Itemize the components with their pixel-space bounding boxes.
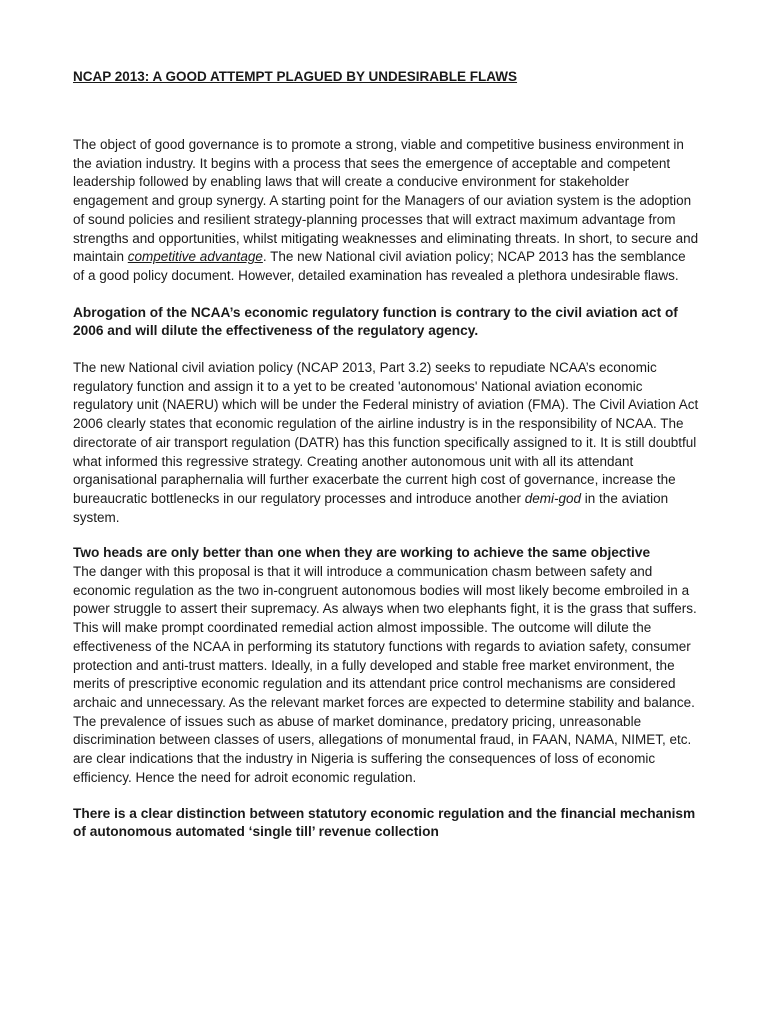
intro-paragraph [73,136,699,286]
section-1-emphasis: demi-god [524,490,582,506]
intro-emphasis: competitive advantage [127,249,263,265]
section-1-text-part2: in the aviation system. [73,490,669,525]
section-1-heading: Abrogation of the NCAA’s economic regulatory function is contrary to the civil aviation act of 2006 and will dilute the effectiveness of the regulatory agency. [73,304,678,339]
document-body [73,68,699,842]
section-3-heading: There is a clear distinction between statutory economic regulation and the financial mechanism of autonomous automated ‘single till’ revenue collection [73,805,696,840]
intro-text-part1: The object of good governance is to promote a strong, viable and competitive business environment in the aviation industry. It begins with a process that sees the emergence of acceptable and competent leadership followed by enabling laws that will create a conducive environment for stakeholder engagement and group synergy. A starting point for the Managers of our aviation system is the adoption of sound policies and resilient strategy-planning processes that will extract maximum advantage from strengths and opportunities, whilst mitigating weaknesses and eliminating threats. In short, to secure and maintain [73,137,699,265]
section-2-paragraph: The danger with this proposal is that it will introduce a communication chasm between safety and economic regulation as the two in-congruent autonomous bodies will most likely become embroiled in a power struggle to assert their supremacy. As always when two elephants fight, it is the grass that suffers. This will make prompt coordinated remedial action almost impossible. The outcome will dilute the effectiveness of the NCAA in performing its statutory functions with regards to aviation safety, consumer protection and anti-trust matters. Ideally, in a fully developed and stable free market environment, the merits of prescriptive economic regulation and its attendant price control mechanisms are considered archaic and unnecessary. As the relevant market forces are expected to determine stability and balance. The prevalence of issues such as abuse of market dominance, predatory pricing, unreasonable discrimination between classes of users, allegations of monumental fraud, in FAAN, NAMA, NIMET, etc. are clear indications that the industry in Nigeria is suffering the consequences of loss of economic efficiency. Hence the need for adroit economic regulation. [73,564,697,785]
section-1-paragraph [73,359,699,527]
document-title: NCAP 2013: A GOOD ATTEMPT PLAGUED BY UNDESIRABLE FLAWS [73,69,518,84]
intro-text-part2: . The new National civil aviation policy; NCAP 2013 has the semblance of a good policy document. However, detailed examination has revealed a plethora undesirable flaws. [73,249,686,283]
section-1-text-part1: The new National civil aviation policy (NCAP 2013, Part 3.2) seeks to repudiate NCAA’s economic regulatory function and assign it to a yet to be created 'autonomous' National aviation economic regulatory unit (NAERU) which will be under the Federal ministry of aviation (FMA). The Civil Aviation Act 2006 clearly states that economic regulation of the airline industry is in the responsibility of NCAA. The directorate of air transport regulation (DATR) has this function specifically assigned to it. It is still doubtful what informed this regressive strategy. Creating another autonomous unit with all its attendant organisational paraphernalia will further exacerbate the current high cost of governance, increase the bureaucratic bottlenecks in our regulatory processes and introduce another [73,360,699,506]
section-2-heading: Two heads are only better than one when they are working to achieve the same objective [73,545,651,561]
